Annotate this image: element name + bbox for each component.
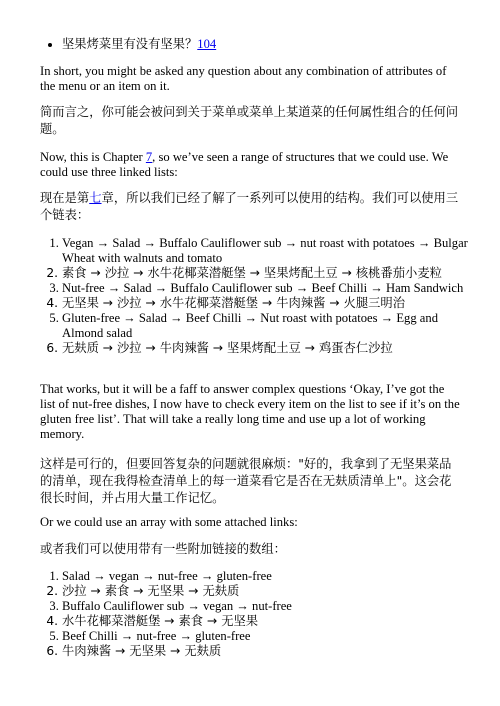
chapter-zh-after: 章，所以我们已经了解了一系列可以使用的结构。我们可以使用三个链表： xyxy=(40,191,459,222)
chapter-text-before: Now, this is Chapter xyxy=(40,150,146,164)
list-item: 5. Beef Chilli → nut-free → gluten-free xyxy=(62,629,460,644)
list-item: 6. 无麸质 → 沙拉 → 牛肉辣酱 → 坚果烤配土豆 → 鸡蛋杏仁沙拉 xyxy=(62,341,470,356)
list-item: 3. Nut-free → Salad → Buffalo Cauliflower sub → Beef Chilli → Ham Sandwich xyxy=(62,281,470,296)
chapter-zh-link[interactable]: 七 xyxy=(89,191,102,205)
chapter-zh-before: 现在是第 xyxy=(40,191,90,205)
list-item: 1. Salad → vegan → nut-free → gluten-free xyxy=(62,569,460,584)
list-item: 4. 水牛花椰菜潜艇堡 → 素食 → 无坚果 xyxy=(62,614,460,629)
paragraph-in-short: In short, you might be asked any question about any combination of attributes of the menu or an item on it. xyxy=(40,64,447,93)
paragraph-array: Or we could use an array with some attached links: xyxy=(40,515,298,529)
paragraph-that-works-zh: 这样是可行的，但要回答复杂的问题就很麻烦："好的，我拿到了无坚果菜品的清单，现在我得检查清单上的每一道菜看它是否在无麸质清单上"。这会花很长时间，并占用大量工作记忆。 xyxy=(40,457,452,505)
paragraph-in-short-zh: 简而言之，你可能会被问到关于菜单或菜单上某道菜的任何属性组合的任何问题。 xyxy=(40,105,459,136)
list-item: 5. Gluten-free → Salad → Beef Chilli → Nut roast with potatoes → Egg and Almond salad xyxy=(62,311,470,341)
chapter-link[interactable]: 7 xyxy=(145,150,153,164)
paragraph-chapter xyxy=(40,150,460,180)
array-links-list xyxy=(40,569,460,659)
linked-lists xyxy=(40,236,470,356)
paragraph-array-zh: 或者我们可以使用带有一些附加链接的数组： xyxy=(40,542,286,556)
list-item: 4. 无坚果 → 沙拉 → 水牛花椰菜潜艇堡 → 牛肉辣酱 → 火腿三明治 xyxy=(62,296,470,311)
paragraph-chapter-zh xyxy=(40,190,460,224)
chapter-text-after: , so we’ve seen a range of structures that we could use. We could use three linked lists: xyxy=(40,150,449,179)
list-item: 6. 牛肉辣酱 → 无坚果 → 无麸质 xyxy=(62,644,460,659)
list-item: 3. Buffalo Cauliflower sub → vegan → nut-free xyxy=(62,599,460,614)
list-item: 2. 素食 → 沙拉 → 水牛花椰菜潜艇堡 → 坚果烤配土豆 → 核桃番茄小麦粒 xyxy=(62,266,470,281)
bullet-item xyxy=(62,36,460,53)
question-bullet-list xyxy=(40,36,460,53)
list-item: 1. Vegan → Salad → Buffalo Cauliflower sub → nut roast with potatoes → Bulgar Wheat with walnuts and tomato xyxy=(62,236,470,266)
list-item: 2. 沙拉 → 素食 → 无坚果 → 无麸质 xyxy=(62,584,460,599)
page-link-104[interactable]: 104 xyxy=(197,37,217,51)
paragraph-that-works: That works, but it will be a faff to answer complex questions ‘Okay, I’ve got the list of nut-free dishes, I now have to check every item on the list to see if it’s on the gluten free list’. That will take a really long time and use up a lot of working memory. xyxy=(40,382,460,441)
bullet-text: 坚果烤菜里有没有坚果？ xyxy=(62,37,198,51)
